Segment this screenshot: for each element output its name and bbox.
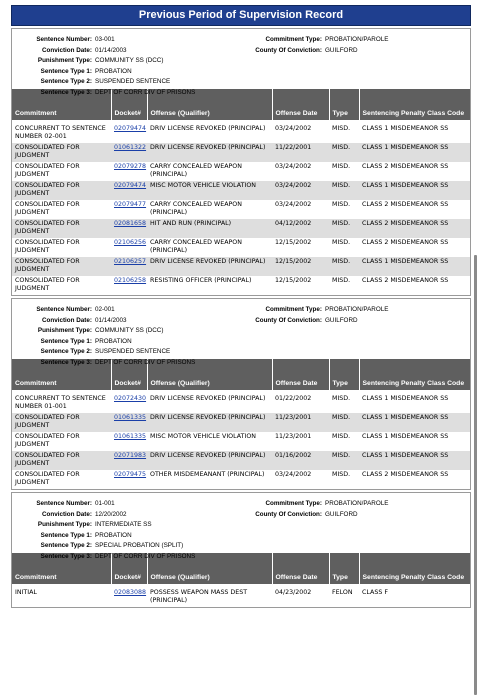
info-value: INTERMEDIATE SS [95, 521, 152, 529]
offense-date-cell: 03/24/2002 [275, 125, 312, 132]
info-value: COMMUNITY SS (DCC) [95, 327, 164, 335]
offense-cell: CARRY CONCEALED WEAPON (PRINCIPAL) [150, 163, 242, 179]
offense-date-cell: 12/15/2002 [272, 257, 329, 276]
offense-date-cell: 03/24/2002 [275, 201, 312, 208]
info-value: GUILFORD [325, 46, 358, 54]
col-offense-date-header: Offense Date [272, 89, 329, 120]
penalty-cell: CLASS 1 MISDEMEANOR SS [359, 451, 470, 470]
info-row-punishment-type [12, 520, 232, 531]
type-cell: MISD. [329, 143, 359, 162]
info-label: Sentence Type 1: [40, 337, 92, 345]
info-row-county-of-conviction [182, 316, 462, 327]
table-row [12, 181, 470, 200]
offense-cell: CARRY CONCEALED WEAPON (PRINCIPAL) [150, 239, 242, 255]
penalty-cell: CLASS F [362, 589, 388, 596]
commitment-cell: CONSOLIDATED FOR JUDGMENT [15, 277, 80, 293]
info-label: County Of Conviction: [255, 510, 322, 518]
info-label: County Of Conviction: [255, 316, 322, 324]
docket-cell [111, 413, 147, 432]
docket-cell [111, 162, 147, 181]
col-docket-header: Docket# [111, 359, 147, 390]
docket-link[interactable]: 02079278 [114, 163, 147, 170]
type-cell: MISD. [329, 219, 359, 238]
info-row-sentence-type-1 [12, 67, 232, 78]
info-value: DEPT OF CORR DIV OF PRISONS [95, 358, 196, 366]
info-value: 02-001 [95, 306, 115, 313]
col-commitment-header: Commitment [12, 553, 111, 584]
info-row-sentence-type-3 [12, 552, 232, 563]
info-row-county-of-conviction [182, 510, 462, 521]
offense-cell: MISC MOTOR VEHICLE VIOLATION [150, 433, 256, 440]
supervision-section [11, 298, 471, 490]
commitment-cell: CONCURRENT TO SENTENCE NUMBER 01-001 [15, 395, 106, 411]
type-cell: MISD. [332, 395, 351, 402]
offense-cell: DRIV LICENSE REVOKED (PRINCIPAL) [150, 125, 266, 132]
type-cell: FELON [332, 589, 353, 596]
info-row-punishment-type [12, 56, 232, 67]
table-row [12, 143, 470, 162]
penalty-cell: CLASS 2 MISDEMEANOR SS [362, 277, 449, 284]
info-value: GUILFORD [325, 510, 358, 518]
col-penalty-header: Sentencing Penalty Class Code [359, 359, 470, 390]
info-row-sentence-type-1 [12, 531, 232, 542]
info-value: PROBATION [95, 337, 132, 345]
type-cell: MISD. [332, 471, 351, 478]
sentence-info-right [182, 499, 462, 520]
docket-link[interactable]: 02079477 [114, 201, 147, 208]
info-row-commitment-type [182, 305, 462, 316]
type-cell: MISD. [332, 239, 351, 246]
offense-date-cell: 04/23/2002 [275, 589, 312, 596]
col-commitment-header: Commitment [12, 89, 111, 120]
docket-link[interactable]: 02071983 [114, 452, 147, 459]
docket-link[interactable]: 01061335 [114, 414, 147, 421]
offense-date-cell: 03/24/2002 [275, 471, 312, 478]
commitment-cell: CONSOLIDATED FOR JUDGMENT [12, 451, 111, 470]
info-label: Sentence Type 2: [40, 542, 92, 550]
docket-link[interactable]: 02081658 [114, 220, 147, 227]
info-value: 01/14/2003 [95, 46, 127, 54]
offense-date-cell: 03/24/2002 [275, 163, 312, 170]
docket-link[interactable]: 01061322 [114, 144, 147, 151]
commitment-cell: CONSOLIDATED FOR JUDGMENT [12, 257, 111, 276]
offense-cell: DRIV LICENSE REVOKED (PRINCIPAL) [147, 143, 272, 162]
docket-link[interactable]: 02079474 [114, 125, 147, 132]
sentence-info-right [182, 35, 462, 56]
penalty-cell: CLASS 1 MISDEMEANOR SS [359, 143, 470, 162]
col-commitment-header: Commitment [12, 359, 111, 390]
offense-date-cell: 11/23/2001 [275, 433, 312, 440]
offense-cell: OTHER MISDEMEANANT (PRINCIPAL) [150, 471, 265, 478]
info-value: 03-001 [95, 36, 115, 43]
docket-cell [111, 588, 147, 607]
commitment-cell: CONSOLIDATED FOR JUDGMENT [12, 143, 111, 162]
info-label: Conviction Date: [41, 510, 92, 518]
info-row-sentence-type-1 [12, 337, 232, 348]
commitment-cell: CONSOLIDATED FOR JUDGMENT [15, 201, 80, 217]
commitment-cell: CONSOLIDATED FOR JUDGMENT [15, 163, 80, 179]
penalty-cell: CLASS 1 MISDEMEANOR SS [359, 181, 470, 200]
info-value: DEPT OF CORR DIV OF PRISONS [95, 88, 196, 96]
docket-link[interactable]: 02106258 [114, 277, 147, 284]
info-row-sentence-type-2 [12, 541, 232, 552]
docket-cell [111, 143, 147, 162]
docket-link[interactable]: 01061335 [114, 433, 147, 440]
penalty-cell: CLASS 2 MISDEMEANOR SS [362, 163, 449, 170]
docket-link[interactable]: 02106256 [114, 239, 147, 246]
docket-cell [111, 257, 147, 276]
info-label: Sentence Type 1: [40, 67, 92, 75]
info-label: Punishment Type: [37, 57, 92, 65]
table-row [12, 162, 470, 181]
table-row [12, 413, 470, 432]
type-cell: MISD. [332, 277, 351, 284]
type-cell: MISD. [329, 257, 359, 276]
sentence-info [12, 29, 470, 96]
info-value: SUSPENDED SENTENCE [95, 348, 171, 356]
info-label: Commitment Type: [265, 500, 322, 507]
docket-cell [111, 200, 147, 219]
info-label: Sentence Type 3: [40, 358, 92, 366]
info-label: Conviction Date: [41, 46, 92, 54]
info-label: County Of Conviction: [255, 46, 322, 54]
info-label: Sentence Number: [36, 36, 92, 43]
info-value: SPECIAL PROBATION (SPLIT) [95, 542, 184, 550]
sentence-info [12, 493, 470, 560]
penalty-cell: CLASS 2 MISDEMEANOR SS [362, 201, 449, 208]
docket-cell [111, 451, 147, 470]
info-label: Sentence Type 3: [40, 88, 92, 96]
info-value: PROBATION/PAROLE [325, 500, 389, 507]
info-value: 01-001 [95, 500, 115, 507]
supervision-section [11, 28, 471, 296]
offense-date-cell: 11/22/2001 [272, 143, 329, 162]
table-row [12, 238, 470, 257]
docket-link[interactable]: 02072430 [114, 395, 147, 402]
commitment-cell: CONSOLIDATED FOR JUDGMENT [15, 239, 80, 255]
col-docket-header: Docket# [111, 553, 147, 584]
table-row [12, 257, 470, 276]
offense-date-cell: 01/16/2002 [272, 451, 329, 470]
supervision-record-page [11, 5, 471, 608]
sections-container [11, 28, 471, 608]
type-cell: MISD. [332, 163, 351, 170]
info-value: COMMUNITY SS (DCC) [95, 57, 164, 65]
sentence-info [12, 299, 470, 366]
sentence-info-right [182, 305, 462, 326]
penalty-cell: CLASS 1 MISDEMEANOR SS [362, 395, 449, 402]
info-row-sentence-type-2 [12, 347, 232, 358]
docket-cell [111, 219, 147, 238]
info-row-sentence-type-3 [12, 88, 232, 99]
commitment-cell: CONSOLIDATED FOR JUDGMENT [15, 471, 80, 487]
docket-cell [111, 470, 147, 489]
info-row-sentence-type-3 [12, 358, 232, 369]
table-row [12, 394, 470, 413]
info-row-sentence-type-2 [12, 77, 232, 88]
docket-cell [111, 181, 147, 200]
type-cell: MISD. [329, 451, 359, 470]
commitment-cell: CONSOLIDATED FOR JUDGMENT [12, 181, 111, 200]
table-row [12, 432, 470, 451]
commitment-cell: CONSOLIDATED FOR JUDGMENT [12, 413, 111, 432]
type-cell: MISD. [332, 433, 351, 440]
col-docket-header: Docket# [111, 89, 147, 120]
docket-link[interactable]: 02083088 [114, 589, 147, 596]
page-title: Previous Period of Supervision Record [11, 5, 471, 26]
info-label: Punishment Type: [37, 327, 92, 335]
commitment-cell: INITIAL [15, 589, 37, 596]
info-row-commitment-type [182, 499, 462, 510]
offense-date-cell: 01/22/2002 [275, 395, 312, 402]
col-offense-date-header: Offense Date [272, 359, 329, 390]
col-type-header: Type [329, 553, 359, 584]
info-label: Sentence Type 1: [40, 531, 92, 539]
docket-cell [111, 124, 147, 143]
info-value: PROBATION [95, 67, 132, 75]
table-row [12, 276, 470, 295]
type-cell: MISD. [329, 413, 359, 432]
offense-date-cell: 03/24/2002 [272, 181, 329, 200]
info-value: GUILFORD [325, 316, 358, 324]
docket-link[interactable]: 02079474 [114, 182, 147, 189]
offense-cell: DRIV LICENSE REVOKED (PRINCIPAL) [150, 395, 266, 402]
info-value: PROBATION [95, 531, 132, 539]
offense-date-cell: 12/15/2002 [275, 239, 312, 246]
offense-table [12, 89, 470, 295]
penalty-cell: CLASS 2 MISDEMEANOR SS [362, 239, 449, 246]
col-penalty-header: Sentencing Penalty Class Code [359, 89, 470, 120]
offense-cell: CARRY CONCEALED WEAPON (PRINCIPAL) [150, 201, 242, 217]
penalty-cell: CLASS 1 MISDEMEANOR SS [362, 125, 449, 132]
info-label: Punishment Type: [37, 521, 92, 529]
col-offense-header: Offense (Qualifier) [147, 553, 272, 584]
commitment-cell: CONSOLIDATED FOR JUDGMENT [12, 219, 111, 238]
col-penalty-header: Sentencing Penalty Class Code [359, 553, 470, 584]
info-label: Sentence Number: [36, 500, 92, 507]
info-label: Sentence Type 2: [40, 348, 92, 356]
info-label: Conviction Date: [41, 316, 92, 324]
table-row [12, 219, 470, 238]
docket-cell [111, 394, 147, 413]
penalty-cell: CLASS 1 MISDEMEANOR SS [359, 413, 470, 432]
info-row-punishment-type [12, 326, 232, 337]
offense-date-cell: 11/23/2001 [272, 413, 329, 432]
table-row [12, 124, 470, 143]
offense-cell: DRIV LICENSE REVOKED (PRINCIPAL) [147, 413, 272, 432]
offense-table [12, 359, 470, 489]
table-row [12, 470, 470, 489]
info-value: 12/20/2002 [95, 510, 127, 518]
info-value: DEPT OF CORR DIV OF PRISONS [95, 552, 196, 560]
info-label: Commitment Type: [265, 306, 322, 313]
type-cell: MISD. [332, 201, 351, 208]
col-type-header: Type [329, 359, 359, 390]
penalty-cell: CLASS 2 MISDEMEANOR SS [362, 471, 449, 478]
offense-cell: DRIV LICENSE REVOKED (PRINCIPAL) [147, 451, 272, 470]
penalty-cell: CLASS 1 MISDEMEANOR SS [359, 257, 470, 276]
info-label: Commitment Type: [265, 36, 322, 43]
info-value: PROBATION/PAROLE [325, 306, 389, 313]
table-row [12, 200, 470, 219]
docket-cell [111, 432, 147, 451]
info-label: Sentence Number: [36, 306, 92, 313]
type-cell: MISD. [332, 125, 351, 132]
commitment-cell: CONCURRENT TO SENTENCE NUMBER 02-001 [15, 125, 106, 141]
col-offense-header: Offense (Qualifier) [147, 89, 272, 120]
info-row-county-of-conviction [182, 46, 462, 57]
info-row-commitment-type [182, 35, 462, 46]
offense-cell: MISC MOTOR VEHICLE VIOLATION [147, 181, 272, 200]
vertical-scrollbar[interactable] [474, 255, 477, 695]
col-offense-date-header: Offense Date [272, 553, 329, 584]
commitment-cell: CONSOLIDATED FOR JUDGMENT [15, 433, 80, 449]
offense-cell: HIT AND RUN (PRINCIPAL) [147, 219, 272, 238]
info-label: Sentence Type 2: [40, 78, 92, 86]
penalty-cell: CLASS 2 MISDEMEANOR SS [359, 219, 470, 238]
info-label: Sentence Type 3: [40, 552, 92, 560]
offense-date-cell: 12/15/2002 [275, 277, 312, 284]
offense-cell: DRIV LICENSE REVOKED (PRINCIPAL) [147, 257, 272, 276]
docket-link[interactable]: 02079475 [114, 471, 147, 478]
offense-date-cell: 04/12/2002 [272, 219, 329, 238]
docket-cell [111, 238, 147, 257]
type-cell: MISD. [329, 181, 359, 200]
penalty-cell: CLASS 1 MISDEMEANOR SS [362, 433, 449, 440]
col-offense-header: Offense (Qualifier) [147, 359, 272, 390]
docket-link[interactable]: 02106257 [114, 258, 147, 265]
docket-cell [111, 276, 147, 295]
info-value: 01/14/2003 [95, 316, 127, 324]
offense-cell: POSSESS WEAPON MASS DEST (PRINCIPAL) [150, 589, 248, 605]
table-row [12, 588, 470, 607]
info-value: PROBATION/PAROLE [325, 36, 389, 43]
col-type-header: Type [329, 89, 359, 120]
supervision-section [11, 492, 471, 608]
info-value: SUSPENDED SENTENCE [95, 78, 171, 86]
offense-cell: RESISTING OFFICER (PRINCIPAL) [150, 277, 252, 284]
table-row [12, 451, 470, 470]
